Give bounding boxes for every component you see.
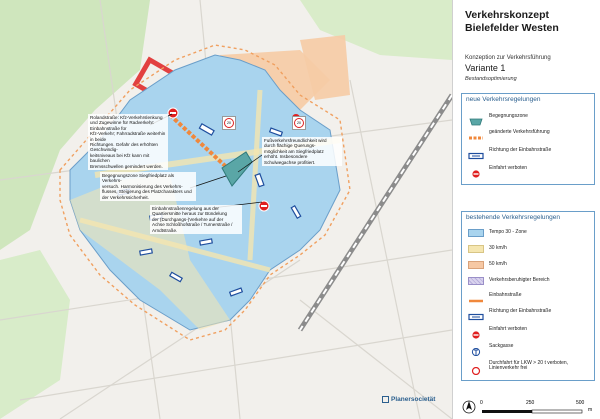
legend-item-no-entry: Einfahrt verboten — [468, 164, 527, 174]
legend-item-tempo30: Tempo 30 - Zone — [468, 228, 527, 238]
variant-description: Bestandsoptimierung — [465, 76, 517, 82]
legend-item-begegnungszone: Begegnungszone — [468, 112, 528, 122]
legend-existing-heading: bestehende Verkehrsregelungen — [466, 214, 560, 221]
planersocietaet-logo: Planersocietät — [382, 396, 435, 403]
legend-existing-rules — [461, 211, 595, 381]
scale-label-0: 0 — [480, 400, 483, 406]
note-rolandstrasse: Rolandstraße: Kfz-Verkehrslenkung und Zugewinne für Radverkehr: Einbahnstraße für Kfz-Verkehr; Fahrradstraße weiterhin in beide Richtungen. Gefahr des erhöhten Geschwindig- keitsniveaus bei Kfz kann mit baulichen Bremsschwellen gemindert werden. — [88, 114, 168, 170]
variant-label: Variante 1 — [465, 63, 506, 73]
legend-new-rules — [461, 93, 595, 185]
legend-item-oneway-street: Einbahnstraße — [468, 291, 522, 301]
note-fussverkehr: Fußverkehrsfreundlichkeit wird durch flächige Querungs- möglichkeit am Siegfriedplatz erhöht. Insbesondere Schulwegachse profitiert. — [262, 137, 342, 166]
legend-item-oneway-direction-existing: Richtung der Einbahnstraße — [468, 307, 551, 317]
truck-ban-icon — [468, 362, 484, 370]
legend-item-changed-routing: geänderte Verkehrsführung — [468, 128, 550, 138]
oneway-arrow-icon — [468, 308, 484, 316]
legend-item-50kmh: 50 km/h — [468, 260, 507, 270]
oneway-street-line — [468, 292, 484, 300]
scale-label-500: 500 — [576, 400, 585, 406]
calmed-area-swatch — [468, 277, 484, 285]
title-line1: Verkehrskonzept — [465, 9, 550, 21]
scale-unit: m — [588, 407, 593, 413]
truck-ban-sign-a: 20 — [222, 116, 236, 130]
note-einbahnstrasse: Einbahnstraßenregelung aus der Quartiersmitte heraus zur Bündelung der (Durchgangs-)Verkehre auf der Achse Schloßhofstraße / Turnerstraße / Arndtstraße. — [150, 205, 242, 234]
title-line2: Bielefelder Westen — [465, 22, 559, 34]
legend-panel — [452, 0, 600, 419]
50kmh-swatch — [468, 261, 484, 269]
scale-bar — [462, 398, 596, 418]
legend-item-truck-ban: Durchfahrt für LKW > 20 t verboten, Linienverkehr frei — [468, 359, 568, 373]
north-arrow-icon — [463, 401, 475, 413]
no-entry-icon — [468, 165, 484, 173]
logo-mark-icon — [382, 396, 389, 403]
oneway-arrow-icon — [468, 147, 484, 155]
tempo30-swatch — [468, 229, 484, 237]
legend-item-oneway-direction: Richtung der Einbahnstraße — [468, 146, 551, 156]
note-begegnungszone: Begegnungszone Siegfriedplatz als Verkehrs- versuch. Harmonisierung des Verkehrs- flusses, Steigerung des Platzcharakters und der Verkehrssicherheit. — [100, 172, 196, 201]
scale-label-250: 250 — [526, 400, 535, 406]
changed-routing-icon — [468, 129, 484, 137]
legend-item-no-entry-existing: Einfahrt verboten — [468, 325, 527, 335]
legend-new-heading: neue Verkehrsregelungen — [466, 96, 541, 103]
legend-item-30kmh: 30 km/h — [468, 244, 507, 254]
dead-end-icon — [468, 343, 484, 351]
legend-item-dead-end: Sackgasse — [468, 342, 513, 352]
subtitle: Konzeption zur Verkehrsführung — [465, 55, 551, 61]
truck-ban-sign-b: 20 — [292, 116, 306, 130]
legend-item-calmed-area: Verkehrsberuhigter Bereich — [468, 276, 550, 286]
begegnungszone-icon — [468, 113, 484, 121]
30kmh-swatch — [468, 245, 484, 253]
no-entry-icon — [468, 326, 484, 334]
